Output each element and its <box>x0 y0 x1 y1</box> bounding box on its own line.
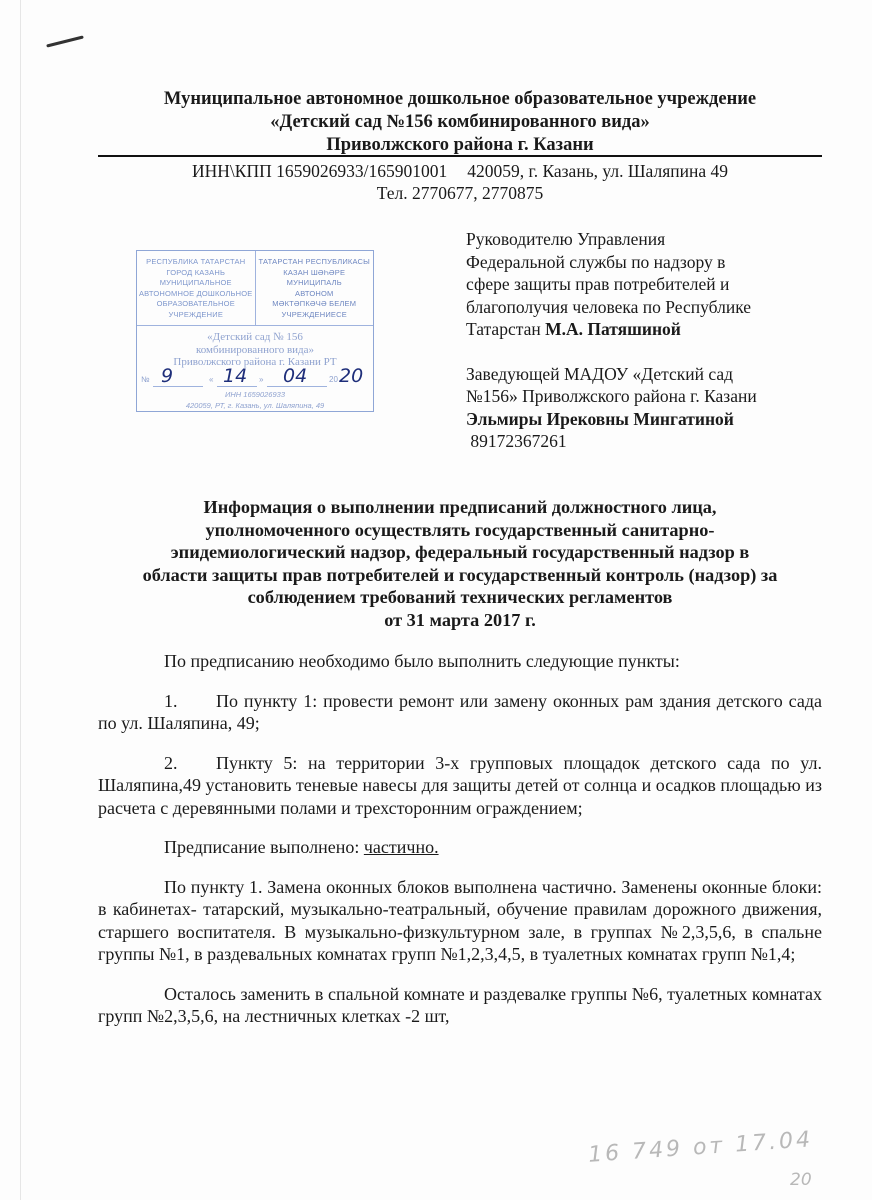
list-item: 1. По пункту 1: провести ремонт или замену оконных рам здания детского сада по ул. Шаляпина, 49; <box>98 690 822 733</box>
recipient: Руководителю Управления Федеральной службы по надзору в сфере защиты прав потребителей и благополучия человека по Республике Татарстан М.А. Патяшиной <box>466 229 752 339</box>
handwritten-registration-note: 16 749 от 17.04 <box>587 1127 814 1168</box>
list-item: 2. Пункту 5: на территории 3-х групповых площадок детского сада по ул. Шаляпина,49 установить теневые навесы для защиты детей от солнца и осадков площадью из расчета с деревянными полами и трехсторонним ограждением; <box>98 752 822 818</box>
intro-paragraph: По предписанию необходимо было выполнить следующие пункты: <box>164 651 680 671</box>
sender-phone: 89172367261 <box>466 431 567 451</box>
stamp-number: 9 <box>161 364 174 387</box>
recipient-name: М.А. Патяшиной <box>545 319 681 339</box>
org-phone: Тел. 2770677, 2770875 <box>376 183 544 203</box>
document-date: от 31 марта 2017 г. <box>384 609 536 630</box>
document-body <box>98 650 822 1045</box>
inn-kpp: ИНН\КПП 1659026933/165901001 <box>192 161 448 181</box>
scan-edge <box>20 0 21 1200</box>
letterhead-divider <box>98 155 822 157</box>
stamp-org-name: «Детский сад № 156 комбинированного вида» Приволжского района г. Казани РТ <box>173 331 337 368</box>
stamp-registration-row: № 9 « 14 » 04 20 20 <box>141 364 364 387</box>
letterhead <box>90 88 830 157</box>
stamp-tatar-text: ТАТАРСТАН РЕСПУБЛИКАСЫ КАЗАН ШӘҺӘРЕ МУНИЦИПАЛЬ АВТОНОМ МӘКТӘПКӘЧӘ БЕЛЕМ УЧРЕЖДЕНИЕСЕ <box>255 251 374 325</box>
body-paragraph: Осталось заменить в спальной комнате и раздевалке группы №6, туалетных комнатах групп №2,3,5,6, на лестничных клетках -2 шт, <box>98 983 822 1026</box>
status-paragraph: Предписание выполнено: частично. <box>164 837 439 857</box>
registration-stamp <box>136 250 374 412</box>
requisites <box>90 160 830 204</box>
pen-mark <box>46 35 84 47</box>
handwritten-registration-note-year: 20 <box>790 1170 812 1190</box>
stamp-day: 14 <box>223 364 248 387</box>
stamp-month: 04 <box>283 364 308 387</box>
stamp-footer: ИНН 1659026933 420059, РТ, г. Казань, ул. Шаляпина, 49 <box>185 389 325 410</box>
org-address: 420059, г. Казань, ул. Шаляпина 49 <box>467 161 728 181</box>
body-paragraph: По пункту 1. Замена оконных блоков выполнена частично. Заменены оконные блоки: в кабинетах- татарский, музыкально-театральный, обучение правилам дорожного движения, старшего воспитателя. В музыкально-физкультурном зале, в группах №2,3,5,6, в спальне группы №1, в раздевальных комнатах групп №1,2,3,4,5, в туалетных комнатах групп №1,4; <box>98 876 822 964</box>
stamp-russian-text: РЕСПУБЛИКА ТАТАРСТАН ГОРОД КАЗАНЬ МУНИЦИПАЛЬНОЕ АВТОНОМНОЕ ДОШКОЛЬНОЕ ОБРАЗОВАТЕЛЬНОЕ УЧРЕЖДЕНИЕ <box>138 257 253 319</box>
status-value: частично. <box>363 837 439 857</box>
document-title: Информация о выполнении предписаний должностного лица, уполномоченного осуществлять государственный санитарно- эпидемиологический надзор, федеральный государственный надзор в области защиты прав потребителей и государственный контроль (надзор) за соблюдением требований технических регламентов от 31 марта 2017 г. <box>90 496 830 631</box>
sender: Заведующей МАДОУ «Детский сад №156» Приволжского района г. Казани Эльмиры Ирековны Мингатиной 89172367261 <box>466 363 836 453</box>
letterhead-line-3: Приволжского района г. Казани <box>326 135 594 155</box>
sender-name: Эльмиры Ирековны Мингатиной <box>466 408 734 429</box>
letterhead-line-2: «Детский сад №156 комбинированного вида» <box>270 112 650 132</box>
stamp-year: 20 <box>339 364 364 387</box>
addressee-block <box>466 228 836 453</box>
letterhead-line-1: Муниципальное автономное дошкольное образовательное учреждение <box>163 89 757 109</box>
